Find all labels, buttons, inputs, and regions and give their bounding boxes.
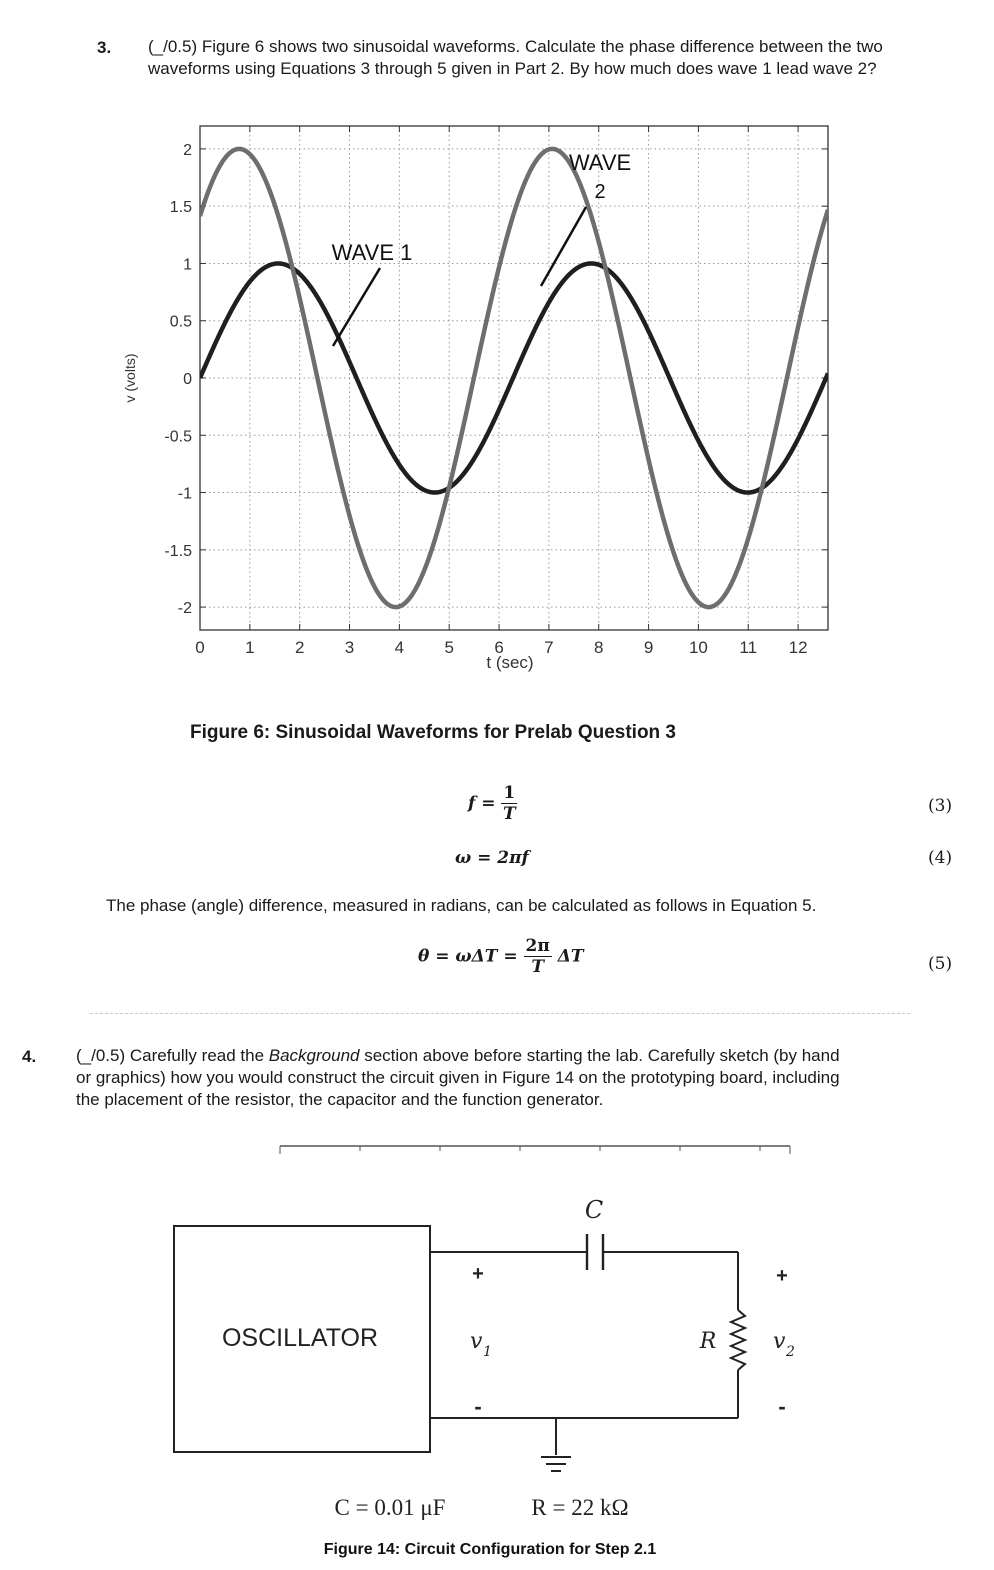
equation-5-lhs: θ = ωΔT = <box>418 946 524 967</box>
chart-series <box>200 149 828 607</box>
equation-5 <box>418 938 584 976</box>
page-break-remnant <box>90 1013 910 1014</box>
capacitor-label: C <box>584 1196 604 1224</box>
x-tick-label: 1 <box>245 638 255 657</box>
question-3-text <box>148 36 968 80</box>
y-tick-label: 1 <box>183 256 192 274</box>
wave-1-pointer <box>333 268 380 346</box>
equation-5-rhs: ΔT <box>557 946 584 967</box>
question-3-line-2: waveforms using Equations 3 through 5 given in Part 2. By how much does wave 1 lead wave 2? <box>148 59 877 78</box>
y-tick-label: -2 <box>177 600 192 618</box>
y-tick-label: 0 <box>183 371 192 388</box>
y-tick-label: 1.5 <box>169 199 192 217</box>
equation-5-number: (5) <box>928 954 953 974</box>
equation-4-number: (4) <box>928 848 953 868</box>
x-tick-label: 4 <box>394 638 405 657</box>
v2-subscript: 2 <box>786 1344 795 1360</box>
question-3-line-1: (_/0.5) Figure 6 shows two sinusoidal waveforms. Calculate the phase difference between the two <box>148 37 883 56</box>
wave-2-label-line-1: WAVE <box>568 150 632 175</box>
y-tick-label: 2 <box>183 141 192 159</box>
question-4-text <box>76 1045 986 1111</box>
equation-3-denominator: T <box>503 804 516 824</box>
equation-5-intro: The phase (angle) difference, measured in radians, can be calculated as follows in Equation 5. <box>106 896 817 915</box>
v2-minus: - <box>778 1394 786 1419</box>
figure-6-caption: Figure 6: Sinusoidal Waveforms for Prelab Question 3 <box>190 722 677 743</box>
capacitor-value: C = 0.01 μF <box>334 1495 446 1520</box>
x-tick-label: 11 <box>739 638 758 657</box>
x-tick-label: 7 <box>544 638 554 657</box>
chart-ticks <box>164 126 828 657</box>
figure-14-caption: Figure 14: Circuit Configuration for Step 2.1 <box>323 1541 657 1558</box>
equation-3-number: (3) <box>928 796 953 816</box>
equation-3 <box>468 785 517 823</box>
resistor-label: R <box>699 1329 717 1354</box>
ruler-ticks <box>280 1146 790 1154</box>
x-tick-label: 3 <box>344 638 355 657</box>
question-3-number: 3. <box>97 38 112 57</box>
y-tick-label: 0.5 <box>169 313 192 331</box>
figure-6-chart <box>0 110 994 690</box>
figure-14-circuit <box>0 1130 994 1570</box>
equation-3-fraction <box>501 785 517 823</box>
question-4-number: 4. <box>22 1047 37 1066</box>
x-tick-label: 0 <box>195 638 205 657</box>
x-axis-label: t (sec) <box>486 653 534 672</box>
series-wave-1 <box>200 263 828 492</box>
question-4-line-1 <box>76 1045 986 1067</box>
wave-2-pointer <box>541 207 586 286</box>
x-tick-label: 8 <box>593 638 604 657</box>
v2-plus: + <box>776 1265 788 1287</box>
x-tick-label: 2 <box>294 638 305 657</box>
wave-2-label-line-2: 2 <box>594 181 606 203</box>
y-axis-label: v (volts) <box>122 353 138 403</box>
v1-subscript: 1 <box>483 1344 492 1360</box>
v1-minus: - <box>474 1394 482 1419</box>
resistor-symbol <box>731 1310 745 1370</box>
v1-plus: + <box>472 1263 484 1285</box>
wave-1-label: WAVE 1 <box>331 240 413 265</box>
equation-5-fraction <box>524 938 552 976</box>
resistor-value: R = 22 kΩ <box>531 1495 629 1520</box>
y-tick-label: -0.5 <box>164 428 192 446</box>
v1-label: v <box>470 1329 483 1354</box>
capacitor-symbol <box>587 1234 603 1270</box>
question-4-line-1-post: section above before starting the lab. Carefully sketch (by hand <box>359 1046 840 1065</box>
question-4-line-1-pre: (_/0.5) Carefully read the <box>76 1046 269 1065</box>
question-4-line-3: the placement of the resistor, the capacitor and the function generator. <box>76 1090 604 1109</box>
v2-label: v <box>773 1329 786 1354</box>
background-emphasis: Background <box>268 1046 360 1065</box>
y-tick-label: -1 <box>177 485 192 503</box>
ground-symbol <box>541 1457 571 1471</box>
x-tick-label: 9 <box>643 638 654 657</box>
equation-3-numerator: 1 <box>503 783 516 803</box>
equation-5-denominator: T <box>531 957 544 977</box>
y-tick-label: -1.5 <box>164 542 192 560</box>
x-tick-label: 5 <box>444 638 454 657</box>
equation-5-numerator: 2π <box>525 936 550 956</box>
question-4-line-2: or graphics) how you would construct the circuit given in Figure 14 on the prototyping board, including <box>76 1068 840 1087</box>
equation-3-lhs: f = <box>468 793 502 814</box>
x-tick-label: 6 <box>494 638 504 657</box>
x-tick-label: 10 <box>688 638 708 657</box>
oscillator-label: OSCILLATOR <box>221 1324 379 1352</box>
x-tick-label: 12 <box>788 638 808 657</box>
equation-4: ω = 2πf <box>455 848 529 868</box>
